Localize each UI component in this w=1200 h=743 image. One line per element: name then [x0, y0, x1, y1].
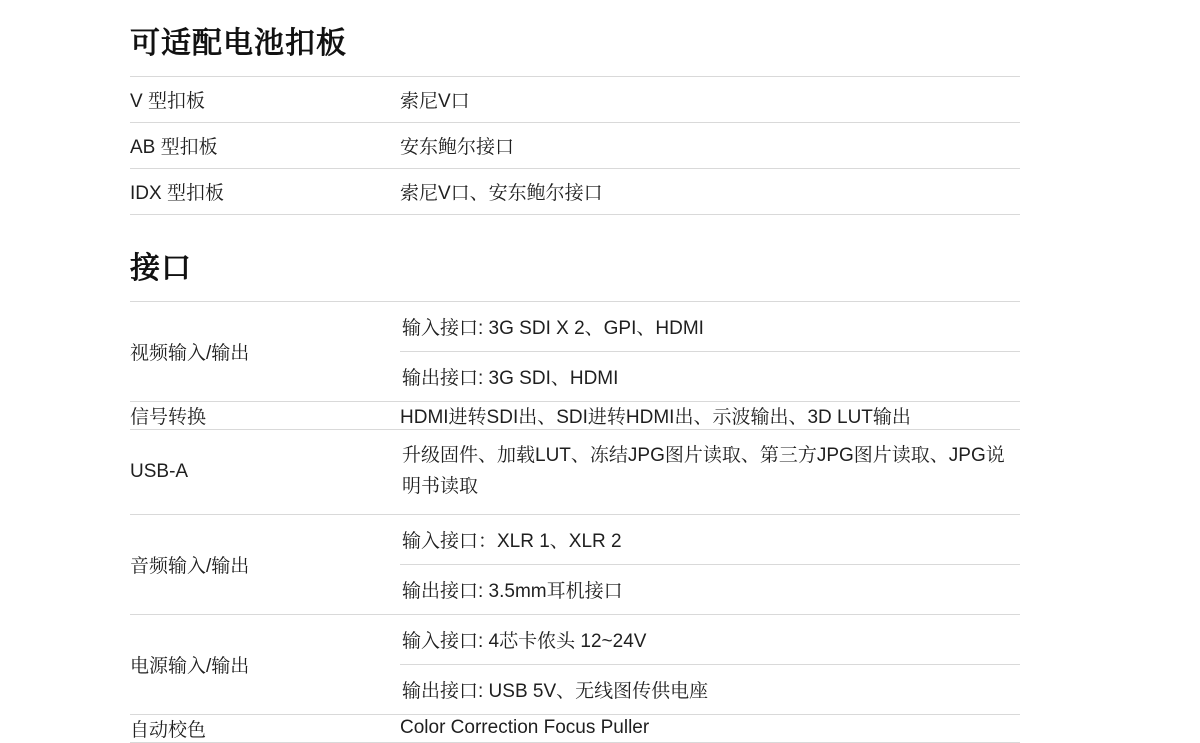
row-value	[400, 614, 1020, 714]
row-label: 电源输入/输出	[130, 614, 400, 714]
row-value	[400, 430, 1020, 515]
table-row	[130, 714, 1020, 742]
row-value: 安东鲍尔接口	[400, 123, 1020, 169]
table-row	[130, 77, 1020, 123]
table-row	[130, 402, 1020, 430]
row-value-line: 输入接口: 4芯卡侬头 12~24V	[400, 615, 1020, 665]
table-row	[130, 514, 1020, 614]
row-label: 音频输入/输出	[130, 514, 400, 614]
row-value-line: 升级固件、加载LUT、冻结JPG图片读取、第三方JPG图片读取、JPG说明书读取	[402, 445, 1005, 497]
row-value: 索尼V口、安东鲍尔接口	[400, 169, 1020, 215]
row-value-line: 输出接口: 3G SDI、HDMI	[402, 368, 619, 389]
section-title-battery: 可适配电池扣板	[130, 27, 347, 60]
row-value	[400, 514, 1020, 614]
row-value: HDMI进转SDI出、SDI进转HDMI出、示波输出、3D LUT输出	[400, 402, 1020, 430]
ports-spec-table	[130, 301, 1020, 743]
table-row	[130, 302, 1020, 402]
row-value-line: 输入接口: 3G SDI X 2、GPI、HDMI	[400, 302, 1020, 352]
row-label: 信号转换	[130, 402, 400, 430]
row-label: AB 型扣板	[130, 123, 400, 169]
section-ports	[130, 215, 1020, 743]
row-value-line: 输入接口：XLR 1、XLR 2	[400, 515, 1020, 565]
table-row	[130, 169, 1020, 215]
table-row	[130, 123, 1020, 169]
row-value-line: 输出接口: USB 5V、无线图传供电座	[402, 680, 709, 702]
row-label: IDX 型扣板	[130, 169, 400, 215]
section-battery	[130, 0, 1020, 215]
table-row	[130, 430, 1020, 515]
row-value: 索尼V口	[400, 77, 1020, 123]
table-row	[130, 614, 1020, 714]
row-label: 视频输入/输出	[130, 302, 400, 402]
row-value: Color Correction Focus Puller	[400, 714, 1020, 742]
row-value	[400, 302, 1020, 402]
row-label: USB-A	[130, 430, 400, 515]
battery-spec-table	[130, 76, 1020, 215]
section-title-ports: 接口	[130, 252, 192, 285]
row-label: V 型扣板	[130, 77, 400, 123]
row-label: 自动校色	[130, 714, 400, 742]
row-value-line: 输出接口: 3.5mm耳机接口	[402, 580, 623, 602]
